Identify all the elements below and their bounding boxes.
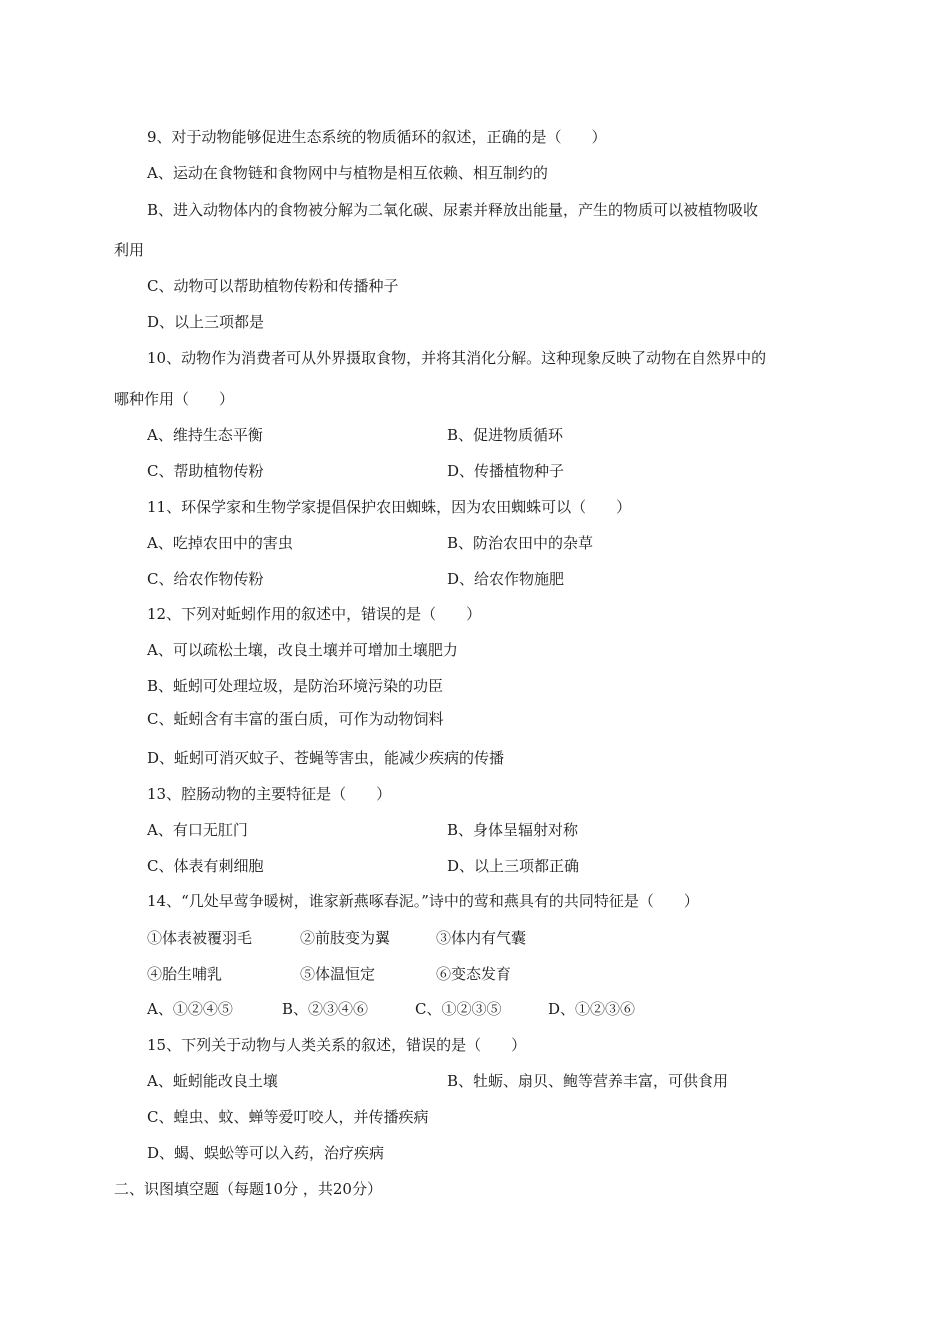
question-14-option-d: D、①②③⑥ bbox=[548, 1000, 636, 1018]
question-14-statement-2: ②前肢变为翼 bbox=[300, 929, 391, 947]
question-13-stem: 13、腔肠动物的主要特征是（ ） bbox=[147, 785, 392, 803]
question-10-option-c: C、帮助植物传粉 bbox=[147, 462, 264, 480]
question-13-option-d: D、以上三项都正确 bbox=[447, 857, 580, 875]
question-9-option-a: A、运动在食物链和食物网中与植物是相互依赖、相互制约的 bbox=[147, 164, 548, 182]
question-10-stem: 10、动物作为消费者可从外界摄取食物，并将其消化分解。这种现象反映了动物在自然界中的 bbox=[147, 349, 767, 367]
question-9-option-c: C、动物可以帮助植物传粉和传播种子 bbox=[147, 277, 399, 295]
question-15-option-a: A、蚯蚓能改良土壤 bbox=[147, 1072, 278, 1090]
question-12-option-d: D、蚯蚓可消灭蚊子、苍蝇等害虫，能减少疾病的传播 bbox=[147, 749, 505, 767]
question-10-option-b: B、促进物质循环 bbox=[447, 426, 564, 444]
question-11-option-b: B、防治农田中的杂草 bbox=[447, 534, 594, 552]
question-15-option-c: C、蝗虫、蚊、蝉等爱叮咬人，并传播疾病 bbox=[147, 1108, 429, 1126]
question-12-option-b: B、蚯蚓可处理垃圾，是防治环境污染的功臣 bbox=[147, 677, 444, 695]
question-11-option-c: C、给农作物传粉 bbox=[147, 570, 264, 588]
question-15-stem: 15、下列关于动物与人类关系的叙述，错误的是（ ） bbox=[147, 1036, 527, 1054]
question-14-statement-1: ①体表被覆羽毛 bbox=[147, 929, 253, 947]
question-10-option-a: A、维持生态平衡 bbox=[147, 426, 263, 444]
question-11-option-d: D、给农作物施肥 bbox=[447, 570, 565, 588]
question-13-option-b: B、身体呈辐射对称 bbox=[447, 821, 579, 839]
question-14-option-a: A、①②④⑤ bbox=[147, 1000, 233, 1018]
question-9-option-b-continued: 利用 bbox=[114, 241, 145, 259]
question-12-option-a: A、可以疏松土壤，改良土壤并可增加土壤肥力 bbox=[147, 641, 458, 659]
question-14-statement-3: ③体内有气囊 bbox=[436, 929, 527, 947]
question-15-option-d: D、蝎、蜈蚣等可以入药，治疗疾病 bbox=[147, 1144, 385, 1162]
question-13-option-c: C、体表有刺细胞 bbox=[147, 857, 264, 875]
question-11-option-a: A、吃掉农田中的害虫 bbox=[147, 534, 293, 552]
question-15-option-b: B、牡蛎、扇贝、鲍等营养丰富，可供食用 bbox=[447, 1072, 729, 1090]
question-11-stem: 11、环保学家和生物学家提倡保护农田蜘蛛，因为农田蜘蛛可以（ ） bbox=[147, 498, 632, 516]
question-12-option-c: C、蚯蚓含有丰富的蛋白质，可作为动物饲料 bbox=[147, 710, 444, 728]
question-13-option-a: A、有口无肛门 bbox=[147, 821, 248, 839]
question-9-option-b: B、进入动物体内的食物被分解为二氧化碳、尿素并释放出能量，产生的物质可以被植物吸收 bbox=[147, 201, 759, 219]
question-14-statement-4: ④胎生哺乳 bbox=[147, 965, 223, 983]
question-14-statement-5: ⑤体温恒定 bbox=[300, 965, 376, 983]
question-14-stem: 14、“几处早莺争暖树，谁家新燕啄春泥。”诗中的莺和燕具有的共同特征是（ ） bbox=[147, 892, 699, 910]
section-2-heading: 二、识图填空题（每题10分 ，共20分） bbox=[114, 1180, 382, 1198]
question-12-stem: 12、下列对蚯蚓作用的叙述中，错误的是（ ） bbox=[147, 605, 482, 623]
question-10-option-d: D、传播植物种子 bbox=[447, 462, 565, 480]
question-14-option-c: C、①②③⑤ bbox=[415, 1000, 502, 1018]
question-9-stem: 9、对于动物能够促进生态系统的物质循环的叙述，正确的是（ ） bbox=[147, 128, 607, 146]
question-9-option-d: D、以上三项都是 bbox=[147, 313, 265, 331]
question-14-option-b: B、②③④⑥ bbox=[282, 1000, 369, 1018]
question-10-stem-continued: 哪种作用（ ） bbox=[114, 390, 235, 408]
question-14-statement-6: ⑥变态发育 bbox=[436, 965, 512, 983]
